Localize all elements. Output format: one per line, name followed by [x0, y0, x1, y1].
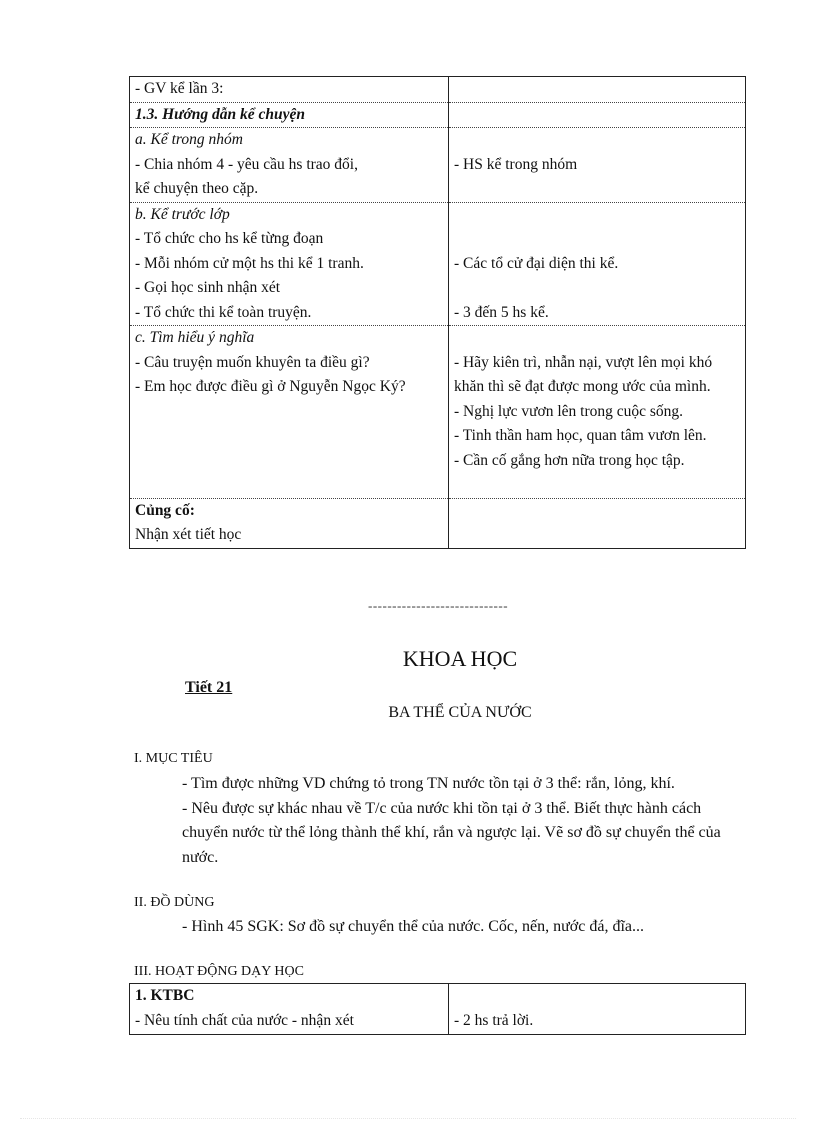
- subsection-heading: c. Tìm hiểu ý nghĩa: [135, 329, 255, 346]
- activities-table: [129, 983, 746, 1035]
- cell-text: - Chia nhóm 4 - yêu cầu hs trao đổi,: [135, 155, 358, 173]
- cell-text: - Em học được điều gì ở Nguyễn Ngọc Ký?: [135, 378, 406, 395]
- section-heading: Củng cố:: [135, 501, 195, 519]
- cell-text: - Nêu tính chất của nước - nhận xét: [135, 1011, 354, 1029]
- footer-rule: [20, 1118, 796, 1119]
- cell-text: - Gọi học sinh nhận xét: [135, 279, 281, 296]
- subject-title: KHOA HỌC: [402, 646, 518, 671]
- cell-text: - Cần cố gắng hơn nữa trong học tập.: [454, 451, 685, 469]
- materials-paragraph: [134, 915, 734, 940]
- cell-text: Nhận xét tiết học: [135, 526, 242, 543]
- cell-text: - Câu truyện muốn khuyên ta điều gì?: [135, 353, 370, 371]
- cell-text: - Các tổ cử đại diện thi kể.: [454, 254, 619, 272]
- table-cell-student: [449, 77, 746, 103]
- cell-text: - HS kể trong nhóm: [454, 155, 578, 173]
- paragraph-text: - Tìm được những VD chứng tỏ trong TN nước tồn tại ở 3 thể: rắn, lỏng, khí.: [182, 775, 675, 792]
- cell-text: - Mỗi nhóm cử một hs thi kể 1 tranh.: [135, 254, 364, 272]
- table-row: [130, 77, 746, 103]
- cell-text: - Tổ chức thi kể toàn truyện.: [135, 303, 312, 321]
- table-row: [130, 326, 746, 499]
- section-heading: 1. KTBC: [135, 987, 195, 1004]
- table-cell-student: [449, 498, 746, 548]
- table-cell-teacher: [130, 498, 449, 548]
- period-label: Tiết 21: [185, 679, 233, 696]
- table-cell-student: [449, 202, 746, 326]
- cell-text: - Hãy kiên trì, nhẫn nại, vượt lên mọi khó khăn thì sẽ đạt được mong ước của mình.: [454, 353, 713, 395]
- table-cell-student: [449, 984, 746, 1034]
- cell-text: - Tinh thần ham học, quan tâm vươn lên.: [454, 427, 707, 444]
- table-cell-student: [449, 326, 746, 499]
- table-row: [130, 102, 746, 128]
- table-cell-teacher: [130, 77, 449, 103]
- objectives-heading: I. MỤC TIÊU: [134, 751, 213, 766]
- table-row: [130, 1033, 746, 1034]
- materials-heading: II. ĐỒ DÙNG: [134, 895, 215, 910]
- lesson-plan-table: [129, 76, 746, 549]
- section-heading: 1.3. Hướng dẫn kể chuyện: [135, 105, 306, 123]
- cell-text: kể chuyện theo cặp.: [135, 180, 259, 197]
- table-row: [130, 128, 746, 203]
- table-cell-teacher: [130, 102, 449, 128]
- section-divider: -----------------------------: [368, 598, 509, 613]
- table-cell-teacher: [130, 128, 449, 203]
- cell-text: - GV kể lần 3:: [135, 80, 224, 97]
- table-cell-student: [449, 102, 746, 128]
- subsection-heading: a. Kể trong nhóm: [135, 131, 243, 148]
- paragraph-text: - Hình 45 SGK: Sơ đồ sự chuyển thể của nước. Cốc, nến, nước đá, đĩa...: [182, 918, 644, 935]
- table-row: [130, 984, 746, 1034]
- table-cell-teacher: [130, 202, 449, 326]
- lesson-title: BA THỂ CỦA NƯỚC: [388, 704, 532, 721]
- activities-heading: III. HOẠT ĐỘNG DẠY HỌC: [134, 964, 304, 979]
- table-cell-teacher: [130, 326, 449, 499]
- cell-text: - 3 đến 5 hs kể.: [454, 303, 549, 321]
- table-cell-student: [449, 128, 746, 203]
- cell-text: - Tổ chức cho hs kể từng đoạn: [135, 230, 324, 247]
- paragraph-text: - Nêu được sự khác nhau về T/c của nước khi tồn tại ở 3 thể. Biết thực hành cách chuyển nước từ thể lỏng thành thể khí, rắn và ngược lại. Vẽ sơ đồ sự chuyển thể của nước.: [182, 799, 721, 866]
- table-row: [130, 498, 746, 548]
- table-row: [130, 202, 746, 326]
- objectives-paragraph: [134, 772, 734, 870]
- table-cell-teacher: [130, 984, 449, 1034]
- cell-text: - Nghị lực vươn lên trong cuộc sống.: [454, 402, 684, 420]
- cell-text: - 2 hs trả lời.: [454, 1011, 534, 1029]
- subsection-heading: b. Kể trước lớp: [135, 205, 230, 223]
